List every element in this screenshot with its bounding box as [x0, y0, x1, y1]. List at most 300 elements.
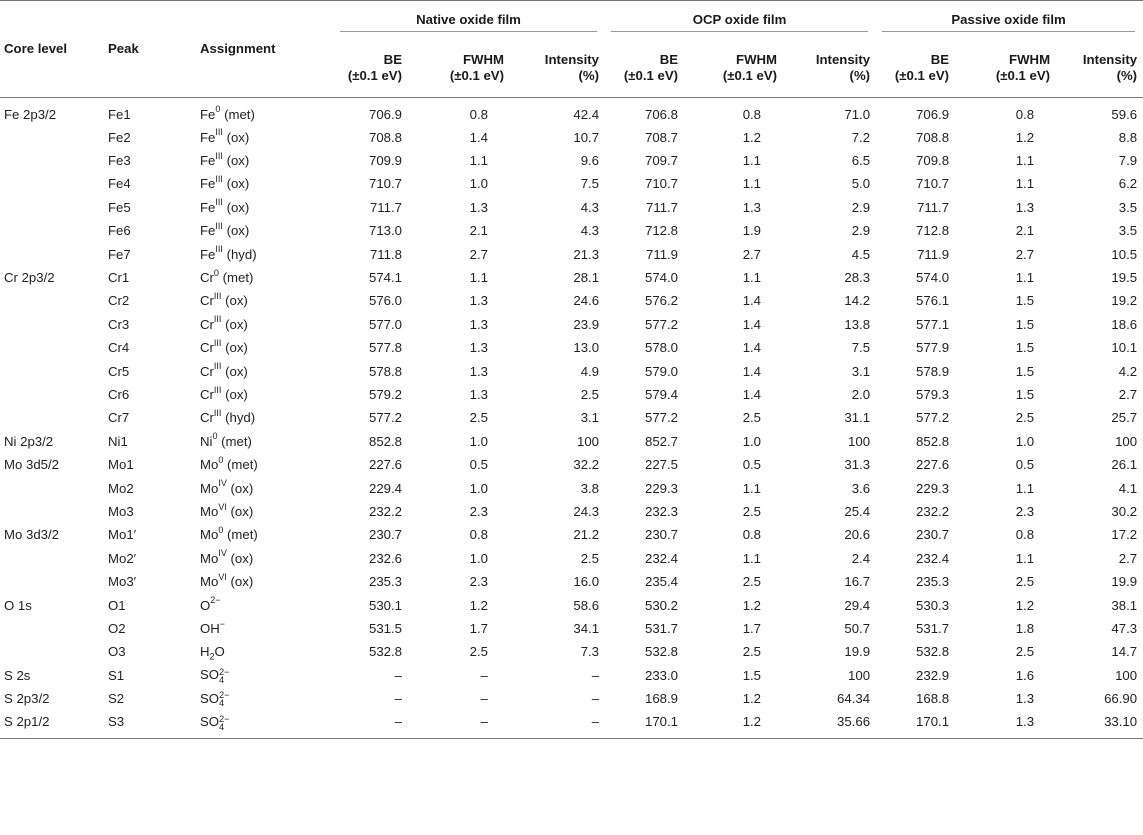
fwhm-cell: 1.0	[469, 176, 488, 192]
peak-cell: O3	[108, 644, 126, 660]
table-row	[0, 196, 1143, 219]
header-core-level: Core level	[0, 1, 108, 98]
assignment-superscript: III	[215, 127, 223, 138]
fwhm-cell: 1.4	[742, 340, 762, 356]
be-cell: 576.0	[368, 293, 402, 309]
peak-cell: S3	[108, 711, 200, 739]
fwhm-cell: 1.4	[742, 316, 762, 332]
core-level-cell	[0, 500, 108, 523]
be-cell: 232.3	[645, 503, 679, 519]
intensity-cell: 3.6	[851, 480, 871, 496]
fwhm-cell: 1.2	[742, 691, 762, 707]
peak-cell: Cr4	[108, 340, 130, 356]
assignment-cell	[200, 430, 334, 453]
intensity-cell: 59.6	[1111, 106, 1138, 122]
assignment-cell	[200, 687, 334, 710]
fwhm-cell: 1.2	[1015, 129, 1035, 145]
header-assignment: Assignment	[200, 1, 334, 98]
intensity-cell: 4.2	[1118, 363, 1138, 379]
be-cell: 852.8	[368, 433, 402, 449]
core-level-cell: Ni 2p3/2	[4, 433, 54, 449]
assignment-state: (met)	[217, 433, 252, 449]
fwhm-cell: 0.8	[742, 527, 762, 543]
assignment-species: H	[200, 644, 210, 660]
fwhm-cell: 2.3	[469, 574, 488, 590]
fwhm-cell: –	[422, 711, 518, 739]
fwhm-cell: 1.1	[1015, 550, 1035, 566]
be-cell: 711.8	[369, 246, 402, 262]
assignment-state: (ox)	[221, 293, 248, 309]
intensity-cell: 28.1	[573, 270, 600, 286]
assignment-cell	[200, 383, 334, 406]
intensity-cell: 2.5	[580, 550, 600, 566]
assignment-cell	[200, 313, 334, 336]
fwhm-cell: 2.5	[742, 574, 762, 590]
peak-cell: O1	[108, 597, 126, 613]
intensity-cell: 4.9	[580, 363, 600, 379]
core-level-cell: Fe 2p3/2	[4, 106, 57, 122]
assignment-superscript: 0	[218, 454, 224, 465]
assignment-charge-stack	[219, 668, 229, 684]
fwhm-cell: 1.1	[1015, 480, 1035, 496]
fwhm-cell: 1.1	[1015, 270, 1035, 286]
fwhm-cell: 1.3	[742, 199, 762, 215]
intensity-cell: 3.5	[1118, 223, 1138, 239]
fwhm-cell: 1.3	[1015, 691, 1035, 707]
assignment-species: Cr	[200, 270, 214, 286]
be-cell: 578.0	[645, 340, 679, 356]
fwhm-cell: 1.5	[1015, 340, 1035, 356]
assignment-cell	[200, 407, 334, 430]
be-cell: 531.5	[368, 620, 402, 636]
intensity-cell: 24.6	[573, 293, 600, 309]
fwhm-cell: 2.3	[469, 503, 488, 519]
assignment-superscript: 0	[212, 431, 218, 442]
intensity-cell: 16.0	[573, 574, 600, 590]
assignment-state: (ox)	[222, 129, 250, 145]
assignment-cell	[200, 664, 334, 687]
be-cell: 576.2	[645, 293, 679, 309]
peak-cell: Cr3	[108, 316, 130, 332]
fwhm-cell: 2.7	[1015, 246, 1035, 262]
be-cell: 578.8	[368, 363, 402, 379]
assignment-species: Fe	[200, 176, 216, 192]
assignment-cell	[200, 524, 334, 547]
fwhm-cell: 1.5	[1015, 363, 1035, 379]
be-cell: –	[334, 711, 422, 739]
intensity-cell: 38.1	[1111, 597, 1138, 613]
be-cell: 708.7	[645, 129, 679, 145]
fwhm-cell: 1.4	[742, 386, 762, 402]
be-cell: 712.8	[916, 223, 950, 239]
intensity-cell: 64.34	[837, 691, 871, 707]
assignment-state: (ox)	[222, 153, 250, 169]
be-cell: 532.8	[368, 644, 402, 660]
fwhm-cell: 1.1	[742, 480, 762, 496]
intensity-cell: 66.90	[1104, 691, 1138, 707]
table-row	[0, 243, 1143, 266]
intensity-cell: 2.9	[851, 199, 871, 215]
intensity-cell: 19.5	[1111, 270, 1138, 286]
be-cell: 579.4	[645, 386, 679, 402]
intensity-cell: 2.9	[851, 223, 871, 239]
header-be: BE (±0.1 eV)	[894, 52, 950, 83]
be-cell: 233.0	[645, 667, 679, 683]
assignment-state: (met)	[223, 457, 258, 473]
assignment-species: Fe	[200, 106, 216, 122]
assignment-state: (ox)	[221, 363, 248, 379]
assignment-species: Mo	[200, 457, 219, 473]
intensity-cell: 31.3	[844, 457, 871, 473]
intensity-cell: 21.3	[573, 246, 600, 262]
be-cell: 232.4	[645, 550, 679, 566]
assignment-species: O	[200, 597, 211, 613]
fwhm-cell: –	[480, 691, 488, 707]
intensity-cell: 2.7	[1118, 550, 1138, 566]
table-row	[0, 711, 1143, 739]
table-row	[0, 149, 1143, 172]
be-cell: 711.7	[917, 199, 950, 215]
be-cell: 710.7	[916, 176, 950, 192]
assignment-superscript: IV	[218, 548, 227, 559]
assignment-charge-stack	[219, 691, 229, 707]
intensity-cell: 18.6	[1111, 316, 1138, 332]
table-row	[0, 126, 1143, 149]
assignment-cell	[200, 360, 334, 383]
intensity-cell: 100	[1115, 667, 1138, 683]
intensity-cell: 25.4	[844, 503, 871, 519]
header-fwhm: FWHM (±0.1 eV)	[722, 52, 778, 83]
fwhm-cell: 2.3	[1015, 503, 1035, 519]
core-level-cell	[0, 570, 108, 593]
be-cell: 577.2	[916, 410, 950, 426]
assignment-cell	[200, 126, 334, 149]
assignment-superscript: III	[213, 314, 222, 325]
be-cell: 227.6	[916, 457, 950, 473]
intensity-cell: 50.7	[844, 620, 871, 636]
peak-cell: Cr7	[108, 410, 130, 426]
intensity-cell: 20.6	[844, 527, 871, 543]
assignment-state: (met)	[220, 106, 255, 122]
fwhm-cell: 0.8	[469, 527, 488, 543]
assignment-species: Cr	[200, 340, 214, 356]
be-cell: 710.7	[368, 176, 402, 192]
table-body	[0, 98, 1143, 739]
assignment-species: OH	[200, 620, 220, 636]
core-level-cell	[0, 617, 108, 640]
intensity-cell: 21.2	[573, 527, 600, 543]
intensity-cell: 14.7	[1111, 644, 1138, 660]
core-level-cell	[0, 641, 108, 664]
fwhm-cell: 2.7	[469, 246, 488, 262]
peak-cell: Cr6	[108, 386, 130, 402]
intensity-cell: 13.8	[844, 316, 871, 332]
fwhm-cell: 1.4	[742, 293, 762, 309]
assignment-superscript: III	[215, 197, 223, 208]
fwhm-cell: 1.5	[742, 667, 762, 683]
intensity-cell: 16.7	[844, 574, 871, 590]
peak-cell: Fe3	[108, 153, 131, 169]
assignment-cell	[200, 570, 334, 593]
assignment-cell	[200, 290, 334, 313]
be-cell: 235.3	[916, 574, 950, 590]
fwhm-cell: 1.0	[742, 433, 762, 449]
peak-cell: Fe7	[108, 246, 131, 262]
assignment-state: (ox)	[226, 550, 254, 566]
table-row	[0, 594, 1143, 617]
fwhm-cell: 1.3	[469, 340, 488, 356]
be-cell: 711.7	[646, 199, 679, 215]
intensity-cell: 3.1	[851, 363, 871, 379]
intensity-cell: 32.2	[573, 457, 600, 473]
assignment-cell	[200, 337, 334, 360]
peak-cell: Fe4	[108, 176, 131, 192]
fwhm-cell: 1.3	[469, 293, 488, 309]
header-fwhm: FWHM (±0.1 eV)	[449, 52, 504, 83]
peak-cell: Fe1	[108, 106, 131, 122]
be-cell: 530.1	[368, 597, 402, 613]
be-cell: 577.8	[368, 340, 402, 356]
be-cell: 532.8	[916, 644, 950, 660]
intensity-cell: 2.5	[580, 386, 600, 402]
assignment-species: Cr	[200, 316, 214, 332]
assignment-superscript: 2−	[210, 595, 221, 606]
be-cell: 577.2	[645, 410, 679, 426]
be-cell: 532.8	[645, 644, 679, 660]
assignment-charge-stack	[219, 715, 229, 731]
assignment-superscript: 0	[218, 524, 224, 535]
assignment-species: Mo	[200, 527, 219, 543]
core-level-cell: O 1s	[4, 597, 32, 613]
assignment-superscript: III	[213, 384, 222, 395]
table-row	[0, 360, 1143, 383]
assignment-species: Cr	[200, 410, 214, 426]
intensity-cell: 9.6	[580, 153, 600, 169]
be-cell: 577.9	[916, 340, 950, 356]
assignment-species: Fe	[200, 129, 216, 145]
intensity-cell: 10.5	[1111, 246, 1138, 262]
core-level-cell: S 2s	[4, 667, 31, 683]
fwhm-cell: 2.5	[742, 410, 762, 426]
core-level-cell	[0, 149, 108, 172]
be-cell: 852.8	[916, 433, 950, 449]
assignment-superscript: III	[215, 150, 223, 161]
table-row	[0, 266, 1143, 289]
intensity-cell: 10.1	[1111, 340, 1138, 356]
assignment-cell	[200, 641, 334, 664]
header-intensity: Intensity (%)	[815, 52, 871, 83]
be-cell: 530.2	[645, 597, 679, 613]
intensity-cell: 31.1	[844, 410, 871, 426]
assignment-state: (ox)	[222, 199, 250, 215]
table-row	[0, 407, 1143, 430]
core-level-cell	[0, 313, 108, 336]
assignment-superscript: 0	[213, 267, 219, 278]
intensity-cell: 19.9	[844, 644, 871, 660]
peak-cell: Cr1	[108, 270, 130, 286]
be-cell: 711.7	[369, 199, 402, 215]
intensity-cell: 100	[577, 433, 600, 449]
intensity-cell: 71.0	[844, 106, 871, 122]
assignment-species: Ni	[200, 433, 213, 449]
peak-cell: Mo1	[108, 457, 134, 473]
be-cell: 230.7	[645, 527, 679, 543]
assignment-subscript: 2	[209, 651, 215, 662]
peak-cell: Fe6	[108, 223, 131, 239]
intensity-cell: 19.2	[1111, 293, 1138, 309]
assignment-superscript: III	[215, 244, 223, 255]
fwhm-cell: 0.8	[1015, 106, 1035, 122]
intensity-cell: 14.2	[844, 293, 871, 309]
header-group-native: Native oxide film	[334, 1, 605, 40]
core-level-cell: S 2p3/2	[4, 691, 50, 707]
be-cell: 579.2	[368, 386, 402, 402]
be-cell: –	[394, 667, 402, 683]
be-cell: 579.0	[645, 363, 679, 379]
intensity-cell: 2.0	[851, 386, 871, 402]
intensity-cell: 13.0	[573, 340, 600, 356]
peak-cell: Ni1	[108, 433, 128, 449]
intensity-cell: 19.9	[1111, 574, 1138, 590]
assignment-species: Fe	[200, 199, 216, 215]
fwhm-cell: 2.5	[742, 503, 762, 519]
core-level-cell	[0, 407, 108, 430]
be-cell: 711.9	[917, 246, 950, 262]
fwhm-cell: 1.6	[1015, 667, 1035, 683]
be-cell: 168.8	[916, 691, 950, 707]
intensity-cell: 5.0	[851, 176, 871, 192]
assignment-species: Mo	[200, 503, 219, 519]
assignment-cell	[200, 196, 334, 219]
be-cell: 574.0	[916, 270, 950, 286]
assignment-species: Mo	[200, 574, 219, 590]
fwhm-cell: 1.1	[469, 270, 488, 286]
intensity-cell: 7.9	[1118, 153, 1138, 169]
fwhm-cell: 2.5	[469, 644, 488, 660]
assignment-superscript: III	[213, 337, 222, 348]
table-row	[0, 220, 1143, 243]
intensity-cell: 3.1	[580, 410, 600, 426]
assignment-species: Cr	[200, 363, 214, 379]
assignment-superscript: III	[215, 174, 223, 185]
core-level-cell	[0, 220, 108, 243]
assignment-superscript: VI	[218, 571, 227, 582]
table-row	[0, 547, 1143, 570]
be-cell: 229.3	[916, 480, 950, 496]
core-level-cell: Cr 2p3/2	[4, 270, 55, 286]
fwhm-cell: 1.0	[469, 480, 488, 496]
core-level-cell	[0, 360, 108, 383]
assignment-state: (met)	[223, 527, 258, 543]
be-cell: 578.9	[916, 363, 950, 379]
table-row	[0, 430, 1143, 453]
intensity-cell: 100	[848, 667, 871, 683]
assignment-superscript: III	[213, 407, 222, 418]
peak-cell: Mo2	[108, 480, 134, 496]
assignment-superscript: IV	[218, 478, 227, 489]
intensity-cell: 2.7	[1118, 386, 1138, 402]
intensity-cell: 3.5	[1118, 199, 1138, 215]
intensity-cell: 8.8	[1118, 129, 1138, 145]
be-cell: –	[394, 691, 402, 707]
assignment-species: Mo	[200, 550, 219, 566]
assignment-species: Fe	[200, 246, 216, 262]
header-group-ocp: OCP oxide film	[605, 1, 876, 40]
table-row	[0, 687, 1143, 710]
fwhm-cell: 1.0	[469, 433, 488, 449]
assignment-species: Cr	[200, 293, 214, 309]
be-cell: 577.2	[368, 410, 402, 426]
assignment-cell	[200, 149, 334, 172]
be-cell: 852.7	[645, 433, 679, 449]
peak-cell: O2	[108, 620, 126, 636]
fwhm-cell: 0.5	[469, 457, 488, 473]
fwhm-cell: 1.1	[469, 153, 488, 169]
assignment-cell	[200, 594, 334, 617]
table-row	[0, 664, 1143, 687]
intensity-cell: 100	[848, 433, 871, 449]
assignment-charge: 2−	[219, 666, 230, 677]
fwhm-cell: 2.5	[1015, 410, 1035, 426]
table-row	[0, 337, 1143, 360]
assignment-cell	[200, 547, 334, 570]
assignment-species-suffix: O	[214, 644, 225, 660]
intensity-cell: 4.5	[851, 246, 871, 262]
intensity-cell: 4.3	[580, 199, 600, 215]
intensity-cell: 35.66	[791, 711, 876, 739]
header-peak: Peak	[108, 1, 200, 98]
header-intensity: Intensity (%)	[544, 52, 600, 83]
table-row	[0, 173, 1143, 196]
intensity-cell: 34.1	[573, 620, 600, 636]
fwhm-cell: 2.7	[742, 246, 762, 262]
core-level-cell	[0, 243, 108, 266]
assignment-cell	[200, 711, 334, 739]
fwhm-cell: 2.5	[1015, 644, 1035, 660]
assignment-cell	[200, 617, 334, 640]
be-cell: 232.4	[916, 550, 950, 566]
assignment-cell	[200, 98, 334, 127]
assignment-state: (ox)	[221, 340, 248, 356]
fwhm-cell: 1.3	[1015, 199, 1035, 215]
fwhm-cell: 1.1	[742, 270, 762, 286]
assignment-species: Fe	[200, 153, 216, 169]
intensity-cell: 24.3	[573, 503, 600, 519]
fwhm-cell: 0.8	[469, 106, 488, 122]
core-level-cell	[0, 173, 108, 196]
assignment-species: SO	[200, 690, 220, 706]
core-level-cell: Mo 3d3/2	[4, 527, 59, 543]
core-level-cell	[0, 547, 108, 570]
be-cell: 227.6	[368, 457, 402, 473]
intensity-cell: 2.4	[851, 550, 871, 566]
table-row	[0, 290, 1143, 313]
core-level-cell	[0, 290, 108, 313]
fwhm-cell: 1.3	[969, 711, 1064, 739]
fwhm-cell: 1.2	[698, 711, 791, 739]
fwhm-cell: –	[480, 667, 488, 683]
fwhm-cell: 2.1	[1015, 223, 1035, 239]
header-be: BE (±0.1 eV)	[623, 52, 679, 83]
intensity-cell: 10.7	[573, 129, 600, 145]
fwhm-cell: 2.1	[469, 223, 488, 239]
assignment-cell	[200, 220, 334, 243]
table-row	[0, 98, 1143, 127]
core-level-cell: Mo 3d5/2	[4, 457, 59, 473]
be-cell: 227.5	[645, 457, 679, 473]
assignment-cell	[200, 477, 334, 500]
assignment-state: (ox)	[226, 480, 254, 496]
